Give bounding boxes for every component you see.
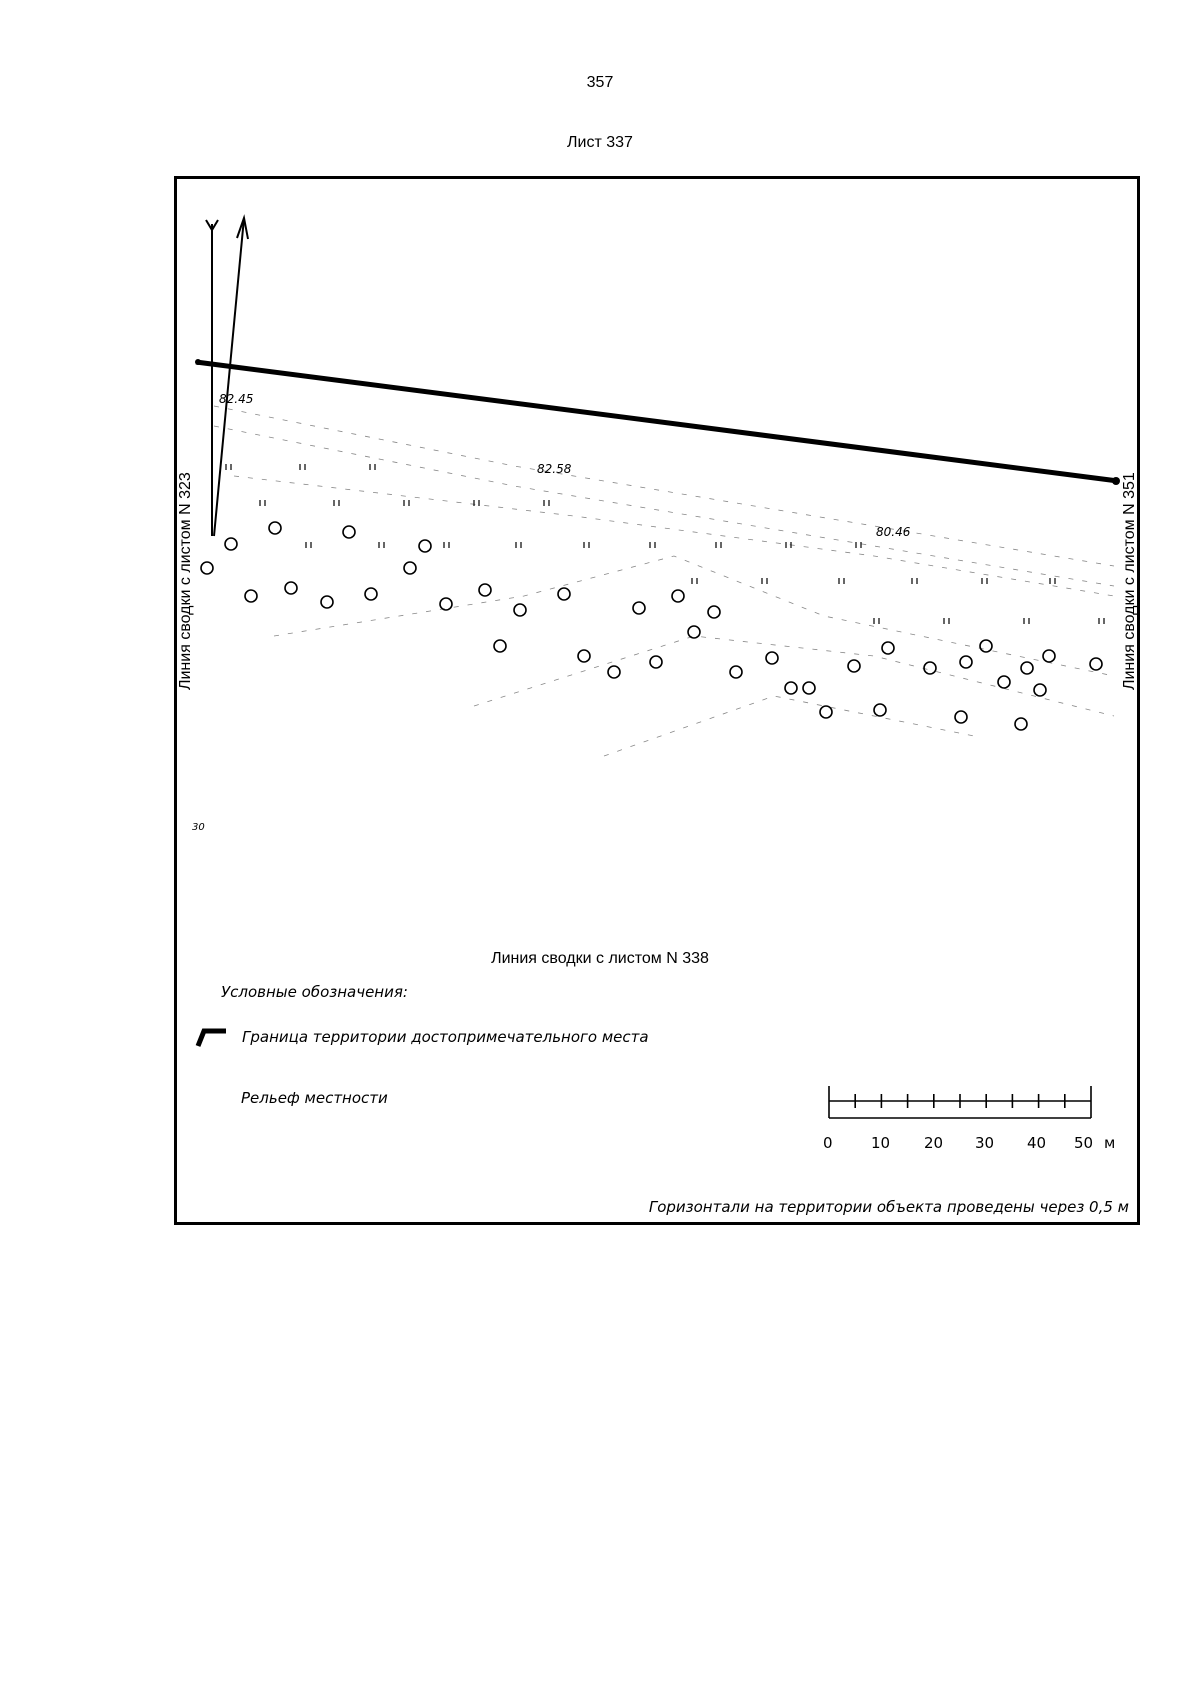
legend-title: Условные обозначения: bbox=[221, 983, 408, 1001]
scale-tick-label: 40 bbox=[1027, 1134, 1047, 1152]
tree-mark bbox=[225, 538, 237, 550]
tree-mark bbox=[404, 562, 416, 574]
tree-mark bbox=[1043, 650, 1055, 662]
map-canvas bbox=[174, 176, 1140, 1225]
grass-marks bbox=[226, 464, 1104, 624]
tree-mark bbox=[321, 596, 333, 608]
tree-mark bbox=[201, 562, 213, 574]
tree-mark bbox=[245, 590, 257, 602]
right-edge-label: Линия сводки с листом N 351 bbox=[1121, 472, 1138, 690]
bottom-edge-label: Линия сводки с листом N 338 bbox=[491, 950, 709, 967]
tree-mark bbox=[514, 604, 526, 616]
tree-mark bbox=[494, 640, 506, 652]
tree-mark bbox=[766, 652, 778, 664]
tree-mark bbox=[820, 706, 832, 718]
scale-tick-label: 0 bbox=[823, 1134, 833, 1152]
tree-mark bbox=[578, 650, 590, 662]
scale-unit: м bbox=[1104, 1134, 1116, 1152]
sheet-title: Лист 337 bbox=[567, 134, 633, 151]
tree-mark bbox=[924, 662, 936, 674]
tree-mark bbox=[650, 656, 662, 668]
tree-mark bbox=[960, 656, 972, 668]
scale-tick-label: 10 bbox=[871, 1134, 891, 1152]
tree-marks bbox=[201, 522, 1102, 730]
scale-bar bbox=[829, 1086, 1091, 1118]
tree-mark bbox=[785, 682, 797, 694]
tree-mark bbox=[608, 666, 620, 678]
corner-mark: 30 bbox=[192, 822, 205, 833]
scale-tick-label: 50 bbox=[1074, 1134, 1094, 1152]
scale-tick-label: 20 bbox=[924, 1134, 944, 1152]
tree-mark bbox=[730, 666, 742, 678]
boundary-line-icon bbox=[198, 1031, 226, 1046]
tree-mark bbox=[1034, 684, 1046, 696]
tree-mark bbox=[269, 522, 281, 534]
tree-mark bbox=[672, 590, 684, 602]
tree-mark bbox=[874, 704, 886, 716]
tree-mark bbox=[633, 602, 645, 614]
tree-mark bbox=[1090, 658, 1102, 670]
tree-mark bbox=[558, 588, 570, 600]
tree-mark bbox=[848, 660, 860, 672]
tree-mark bbox=[882, 642, 894, 654]
tree-mark bbox=[998, 676, 1010, 688]
left-edge-label: Линия сводки с листом N 323 bbox=[177, 472, 194, 690]
tree-mark bbox=[803, 682, 815, 694]
elevation-mark: 82.45 bbox=[219, 392, 254, 406]
tree-mark bbox=[708, 606, 720, 618]
tree-mark bbox=[688, 626, 700, 638]
legend-item-relief: Рельеф местности bbox=[241, 1089, 388, 1107]
north-arrow-icon bbox=[206, 218, 248, 536]
tree-mark bbox=[479, 584, 491, 596]
territory-boundary-line bbox=[196, 362, 1118, 481]
page-number: 357 bbox=[586, 74, 614, 91]
tree-mark bbox=[440, 598, 452, 610]
elevation-labels bbox=[192, 392, 911, 833]
legend-item-boundary: Граница территории достопримечательного места bbox=[242, 1028, 649, 1046]
tree-mark bbox=[980, 640, 992, 652]
tree-mark bbox=[365, 588, 377, 600]
tree-mark bbox=[1015, 718, 1027, 730]
elevation-mark: 80.46 bbox=[876, 525, 911, 539]
tree-mark bbox=[419, 540, 431, 552]
tree-mark bbox=[343, 526, 355, 538]
contour-note: Горизонтали на территории объекта проведены через 0,5 м bbox=[648, 1198, 1129, 1216]
tree-mark bbox=[285, 582, 297, 594]
tree-mark bbox=[955, 711, 967, 723]
elevation-mark: 82.58 bbox=[537, 462, 572, 476]
relief-contours bbox=[214, 406, 1114, 756]
scale-tick-label: 30 bbox=[975, 1134, 995, 1152]
tree-mark bbox=[1021, 662, 1033, 674]
